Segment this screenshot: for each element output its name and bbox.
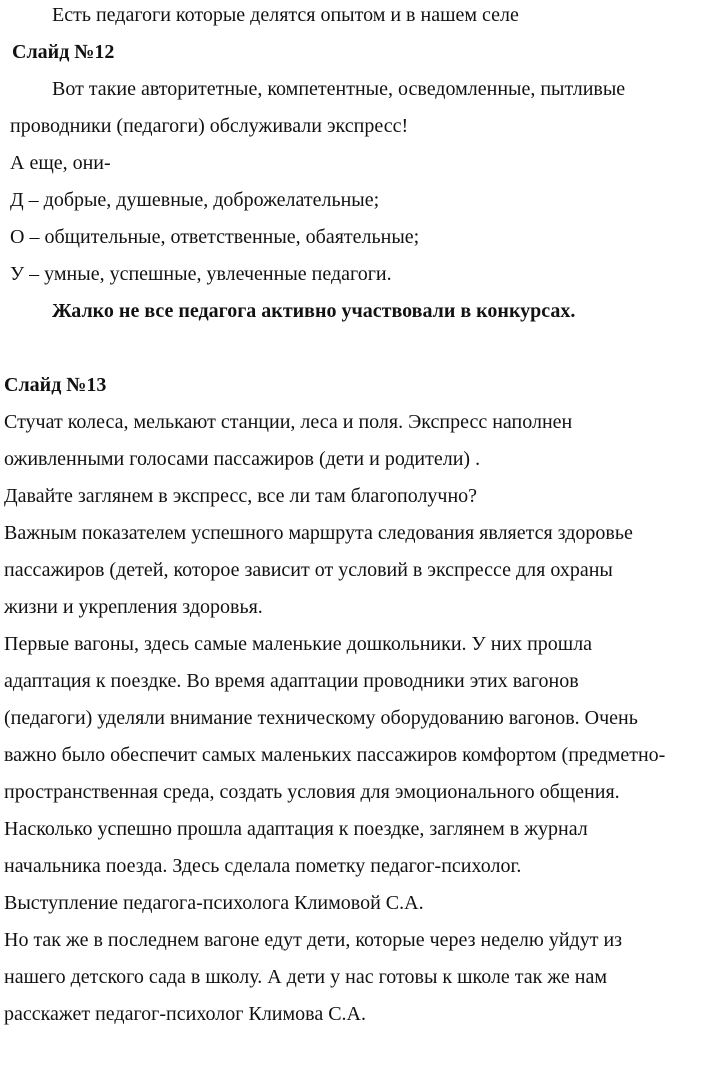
slide-13-line: жизни и укрепления здоровья. xyxy=(4,596,263,618)
slide-13-line: Важным показателем успешного маршрута следования является здоровье xyxy=(4,522,633,544)
intro-line: Есть педагоги которые делятся опытом и в нашем селе xyxy=(52,4,519,26)
slide-12-bold-line: Жалко не все педагога активно участвовали в конкурсах. xyxy=(52,300,576,322)
slide-13-line: Насколько успешно прошла адаптация к поездке, заглянем в журнал xyxy=(4,818,588,840)
slide-12-line: Вот такие авторитетные, компетентные, осведомленные, пытливые xyxy=(52,78,626,100)
slide-13-line: Первые вагоны, здесь самые маленькие дошкольники. У них прошла xyxy=(4,633,593,655)
slide-13-line: Но так же в последнем вагоне едут дети, которые через неделю уйдут из xyxy=(4,929,623,951)
slide-13-line: адаптация к поездке. Во время адаптации проводники этих вагонов xyxy=(4,670,579,692)
slide-13-line: Давайте заглянем в экспресс, все ли там благополучно? xyxy=(4,485,478,507)
slide-12-line: А еще, они- xyxy=(10,152,111,174)
slide-13-line: Выступление педагога-психолога Климовой С.А. xyxy=(4,892,424,914)
slide-13-line: пассажиров (детей, которое зависит от условий в экспрессе для охраны xyxy=(4,559,613,581)
slide-12-line: У – умные, успешные, увлеченные педагоги. xyxy=(10,263,392,285)
slide-12-line: О – общительные, ответственные, обаятельные; xyxy=(10,226,420,248)
slide-13-line: важно было обеспечит самых маленьких пассажиров комфортом (предметно- xyxy=(4,744,666,766)
slide-13-line: (педагоги) уделяли внимание техническому оборудованию вагонов. Очень xyxy=(4,707,638,729)
slide-13-line: начальника поезда. Здесь сделала пометку педагог-психолог. xyxy=(4,855,522,877)
slide-12-line: Д – добрые, душевные, доброжелательные; xyxy=(10,189,380,211)
slide-12-heading: Слайд №12 xyxy=(12,41,115,63)
slide-13-line: пространственная среда, создать условия для эмоционального общения. xyxy=(4,781,620,803)
slide-13-line: нашего детского сада в школу. А дети у нас готовы к школе так же нам xyxy=(4,966,608,988)
slide-13-line: оживленными голосами пассажиров (дети и родители) . xyxy=(4,448,481,470)
slide-13-line: расскажет педагог-психолог Климова С.А. xyxy=(4,1003,366,1025)
slide-12-line: проводники (педагоги) обслуживали экспресс! xyxy=(10,115,409,137)
slide-13-line: Стучат колеса, мелькают станции, леса и поля. Экспресс наполнен xyxy=(4,411,573,433)
slide-13-heading: Слайд №13 xyxy=(4,374,107,396)
